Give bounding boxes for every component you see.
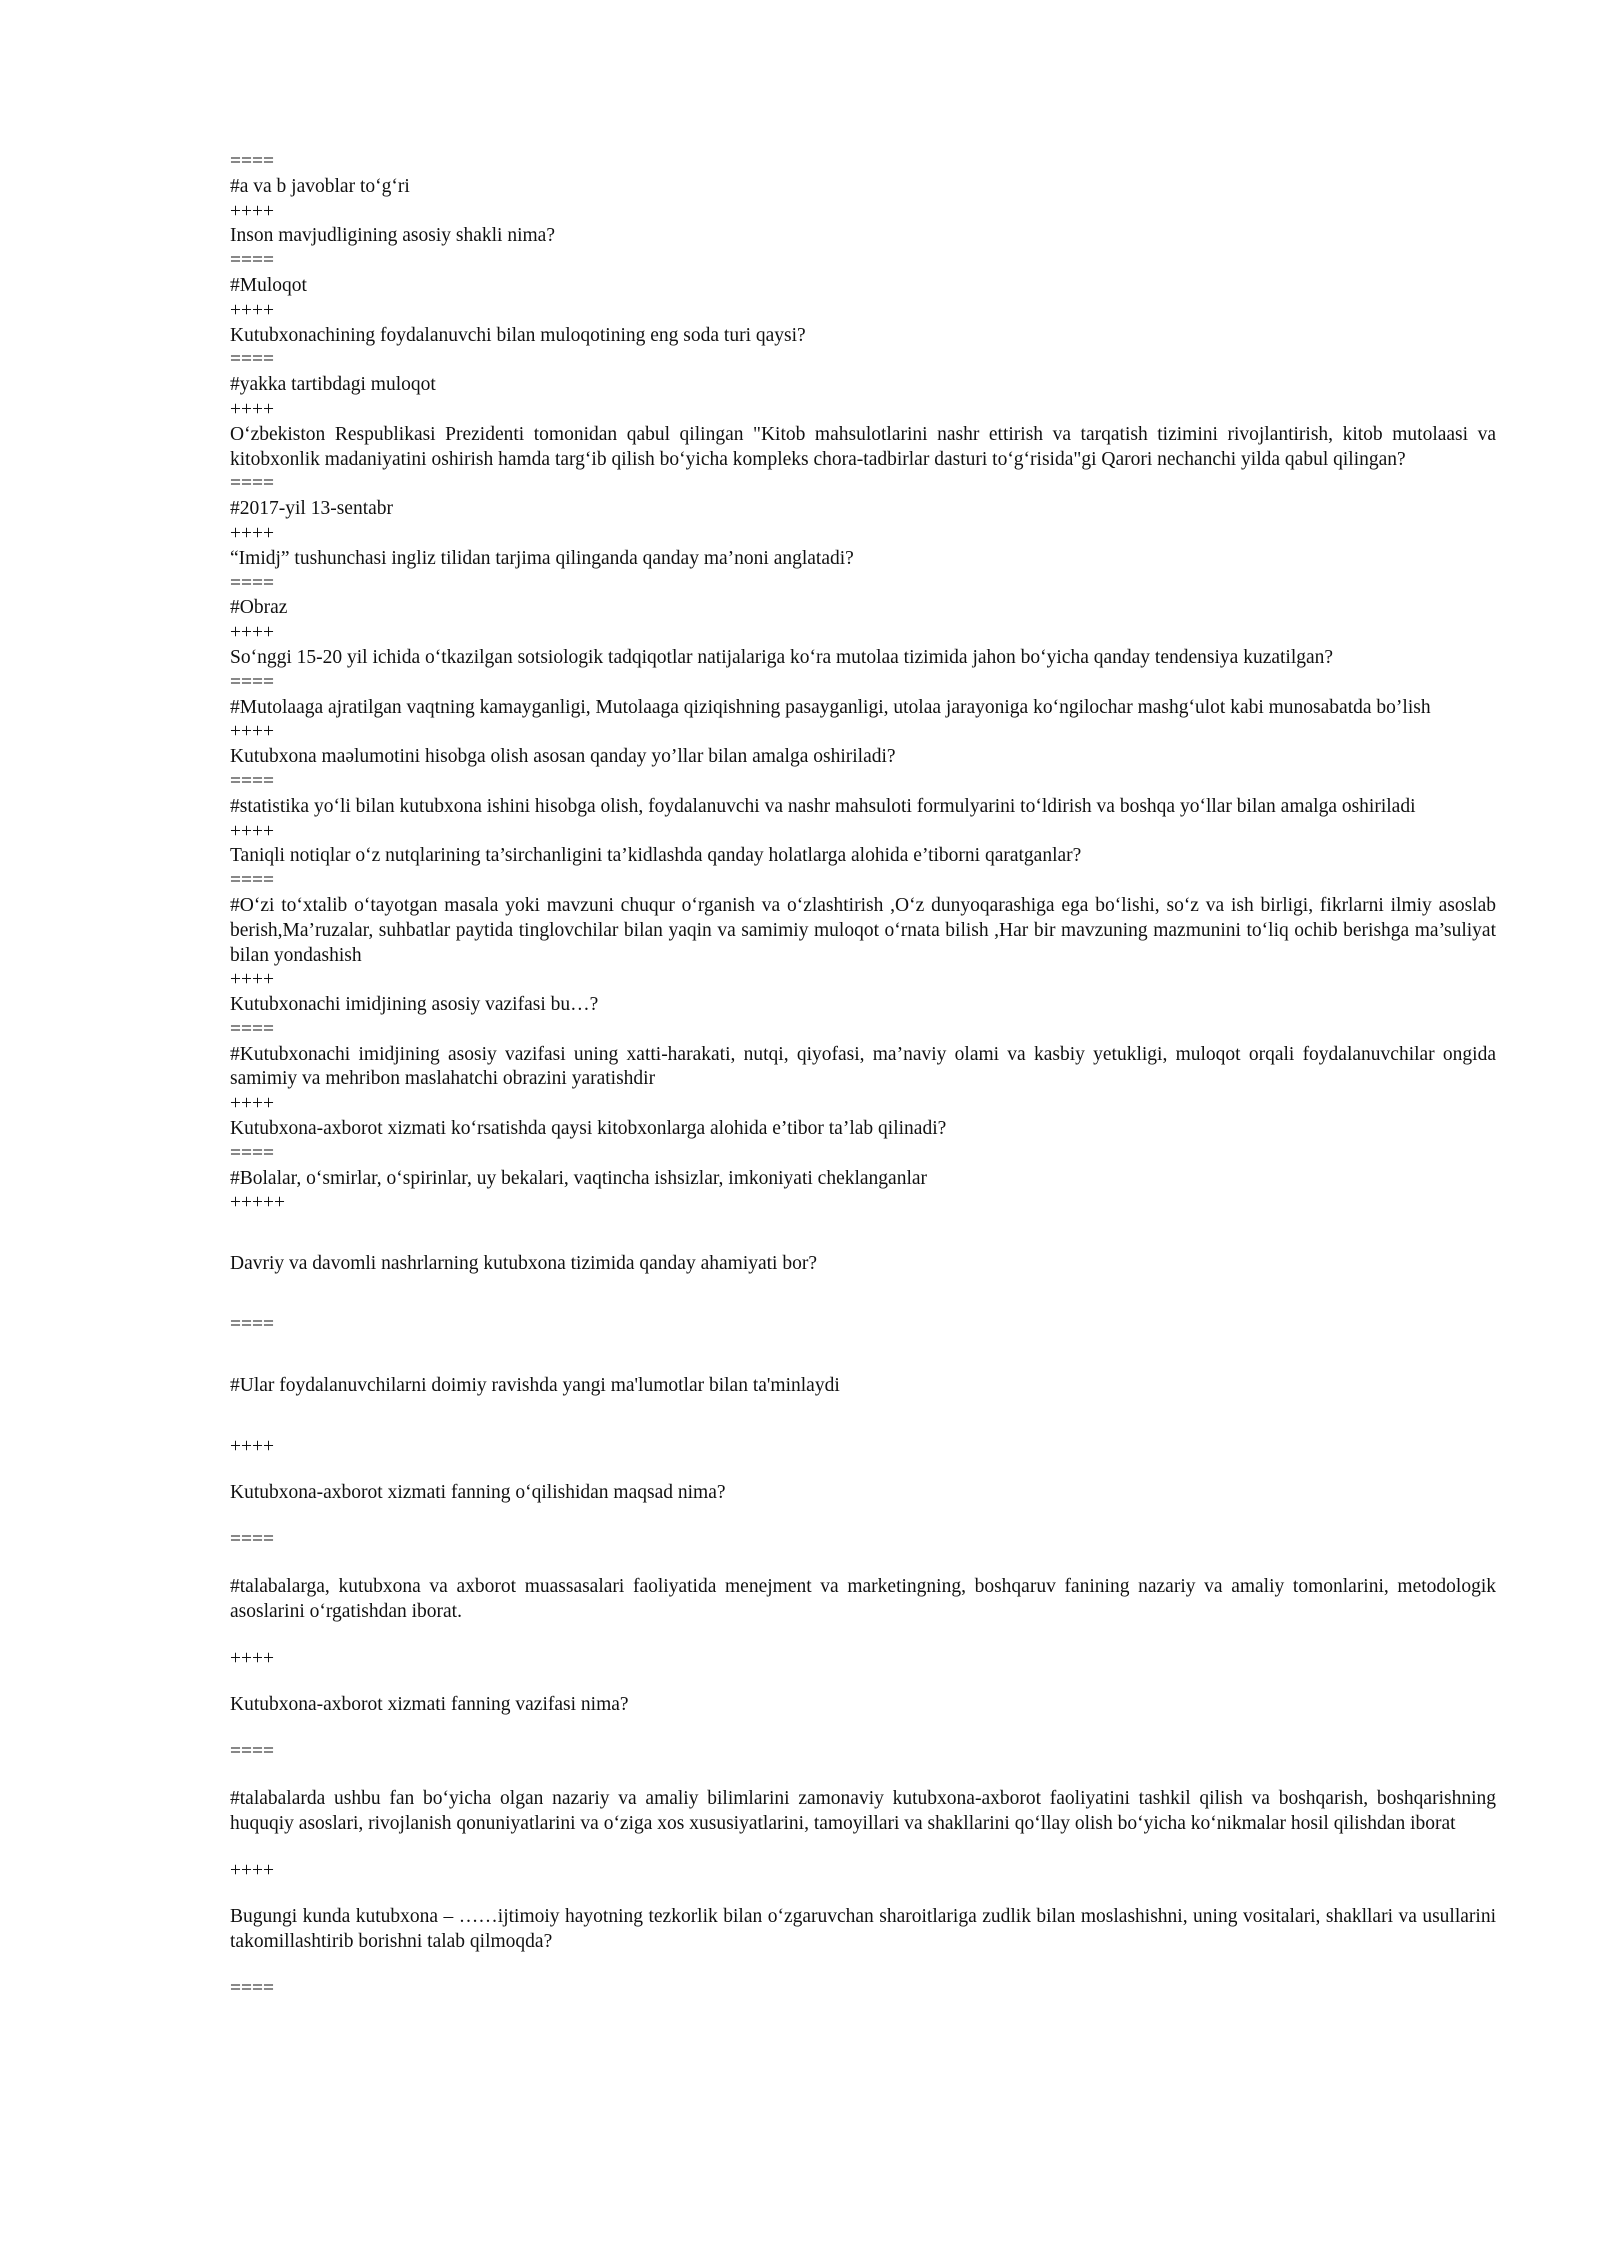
separator: ++++ bbox=[230, 522, 274, 544]
question-line: Inson mavjudligining asosiy shakli nima? bbox=[230, 225, 555, 247]
separator: ==== bbox=[230, 671, 274, 693]
question-line: Davriy va davomli nashrlarning kutubxona tizimida qanday ahamiyati bor? bbox=[230, 1253, 817, 1275]
separator: ==== bbox=[230, 1142, 274, 1164]
document-page bbox=[230, 150, 1496, 2002]
separator: ++++ bbox=[230, 1435, 274, 1457]
separator: ==== bbox=[230, 572, 274, 594]
answer-line: #2017-yil 13-sentabr bbox=[230, 498, 394, 520]
question-line: Kutubxonachining foydalanuvchi bilan muloqotining eng soda turi qaysi? bbox=[230, 324, 806, 346]
question-line: Kutubxonachi imidjining asosiy vazifasi bu…? bbox=[230, 994, 599, 1016]
separator: ==== bbox=[230, 250, 274, 272]
separator: ==== bbox=[230, 151, 274, 172]
separator: ++++ bbox=[230, 398, 274, 420]
separator: ++++ bbox=[230, 721, 274, 743]
question-line: O‘zbekiston Respublikasi Prezidenti tomonidan qabul qilingan "Kitob mahsulotlarini nashr ettirish va tarqatish tizimini rivojlantirish, kitob mutolaasi va kitobxonlik madaniyatini oshirish hamda targ‘ib qilish bo‘yicha kompleks chora-tadbirlar dasturi to‘g‘risida"gi Qarori nechanchi yilda qabul qilingan? bbox=[230, 423, 1496, 470]
answer-line: #O‘zi to‘xtalib o‘tayotgan masala yoki mavzuni chuqur o‘rganish va o‘zlashtirish ,O‘z dunyoqarashiga ega bo‘lishi, so‘z va ish birligi, fikrlarni ilmiy asoslab berish,Ma’ruzalar, suhbatlar paytida tinglovchilar bilan yaqin va samimiy muloqot o‘rnata bilish ,Har bir mavzuning mazmunini to‘liq ochib berishga ma’suliyat bilan yondashish bbox=[230, 894, 1496, 966]
separator: ++++ bbox=[230, 820, 274, 842]
question-line: “Imidj” tushunchasi ingliz tilidan tarjima qilinganda qanday ma’noni anglatadi? bbox=[230, 547, 854, 569]
answer-line: #Bolalar, o‘smirlar, o‘spirinlar, uy bekalari, vaqtincha ishsizlar, imkoniyati cheklanganlar bbox=[230, 1167, 928, 1189]
separator: ==== bbox=[230, 1018, 274, 1040]
separator: ++++ bbox=[230, 1859, 274, 1881]
answer-line: #Obraz bbox=[230, 597, 288, 619]
question-line: Kutubxona-axborot xizmati fanning vazifasi nima? bbox=[230, 1694, 629, 1716]
answer-line: #yakka tartibdagi muloqot bbox=[230, 374, 436, 396]
separator: ==== bbox=[230, 1529, 274, 1551]
separator: +++++ bbox=[230, 1192, 285, 1214]
answer-line: #Mutolaaga ajratilgan vaqtning kamayganligi, Mutolaaga qiziqishning pasayganligi, utolaa jarayoniga ko‘ngilochar mashg‘ulot kabi munosabatda bo’lish bbox=[230, 696, 1431, 718]
answer-line: #Muloqot bbox=[230, 274, 307, 296]
answer-line: #statistika yo‘li bilan kutubxona ishini hisobga olish, foydalanuvchi va nashr mahsuloti formulyarini to‘ldirish va boshqa yo‘llar bilan amalga oshiriladi bbox=[230, 795, 1416, 817]
answer-line: #Kutubxonachi imidjining asosiy vazifasi uning xatti-harakati, nutqi, qiyofasi, ma’naviy olami va kasbiy yetukligi, muloqot orqali foydalanuvchilar ongida samimiy va mehribon maslahatchi obrazini yaratishdir bbox=[230, 1043, 1496, 1090]
separator: ++++ bbox=[230, 200, 274, 222]
question-line: Kutubxona-axborot xizmati ko‘rsatishda qaysi kitobxonlarga alohida e’tibor ta’lab qilinadi? bbox=[230, 1118, 947, 1140]
separator: ++++ bbox=[230, 299, 274, 321]
answer-line: #talabalarga, kutubxona va axborot muassasalari faoliyatida menejment va marketingning, boshqaruv fanining nazariy va amaliy tomonlarini, metodologik asoslarini o‘rgatishdan iborat. bbox=[230, 1576, 1496, 1622]
question-line: Taniqli notiqlar o‘z nutqlarining ta’sirchanligini ta’kidlashda qanday holatlarga alohida e’tiborni qaratganlar? bbox=[230, 845, 1082, 867]
answer-line: #Ular foydalanuvchilarni doimiy ravishda yangi ma'lumotlar bilan ta'minlaydi bbox=[230, 1374, 840, 1396]
separator: ==== bbox=[230, 349, 274, 371]
separator: ==== bbox=[230, 770, 274, 792]
separator: ++++ bbox=[230, 1093, 274, 1115]
separator: ==== bbox=[230, 1978, 274, 2000]
separator: ++++ bbox=[230, 1647, 274, 1669]
question-line: Bugungi kunda kutubxona – ……ijtimoiy hayotning tezkorlik bilan o‘zgaruvchan sharoitlariga zudlik bilan moslashishni, uning vositalari, shakllari va usullarini takomillashtirib borishni talab qilmoqda? bbox=[230, 1906, 1496, 1953]
separator: ==== bbox=[230, 1741, 274, 1763]
question-line: Kutubxona-axborot xizmati fanning o‘qilishidan maqsad nima? bbox=[230, 1482, 726, 1504]
separator: ==== bbox=[230, 870, 274, 892]
separator: ==== bbox=[230, 1314, 274, 1336]
question-line: So‘nggi 15-20 yil ichida o‘tkazilgan sotsiologik tadqiqotlar natijalariga ko‘ra mutolaa tizimida jahon bo‘yicha qanday tendensiya kuzatilgan? bbox=[230, 646, 1334, 668]
separator: ++++ bbox=[230, 622, 274, 644]
answer-line: #a va b javoblar to‘g‘ri bbox=[230, 175, 410, 197]
separator: ++++ bbox=[230, 969, 274, 991]
question-line: Kutubxona maəlumotini hisobga olish asosan qanday yo’llar bilan amalga oshiriladi? bbox=[230, 746, 896, 768]
separator: ==== bbox=[230, 473, 274, 495]
answer-line: #talabalarda ushbu fan bo‘yicha olgan nazariy va amaliy bilimlarini zamonaviy kutubxona-axborot faoliyatini tashkil qilish va boshqarish, boshqarishning huquqiy asoslari, rivojlanish qonuniyatlarini va o‘ziga xos xususiyatlarini, tamoyillari va shakllarini qo‘llay olish bo‘yicha ko‘nikmalar hosil qilishdan iborat bbox=[230, 1788, 1496, 1834]
